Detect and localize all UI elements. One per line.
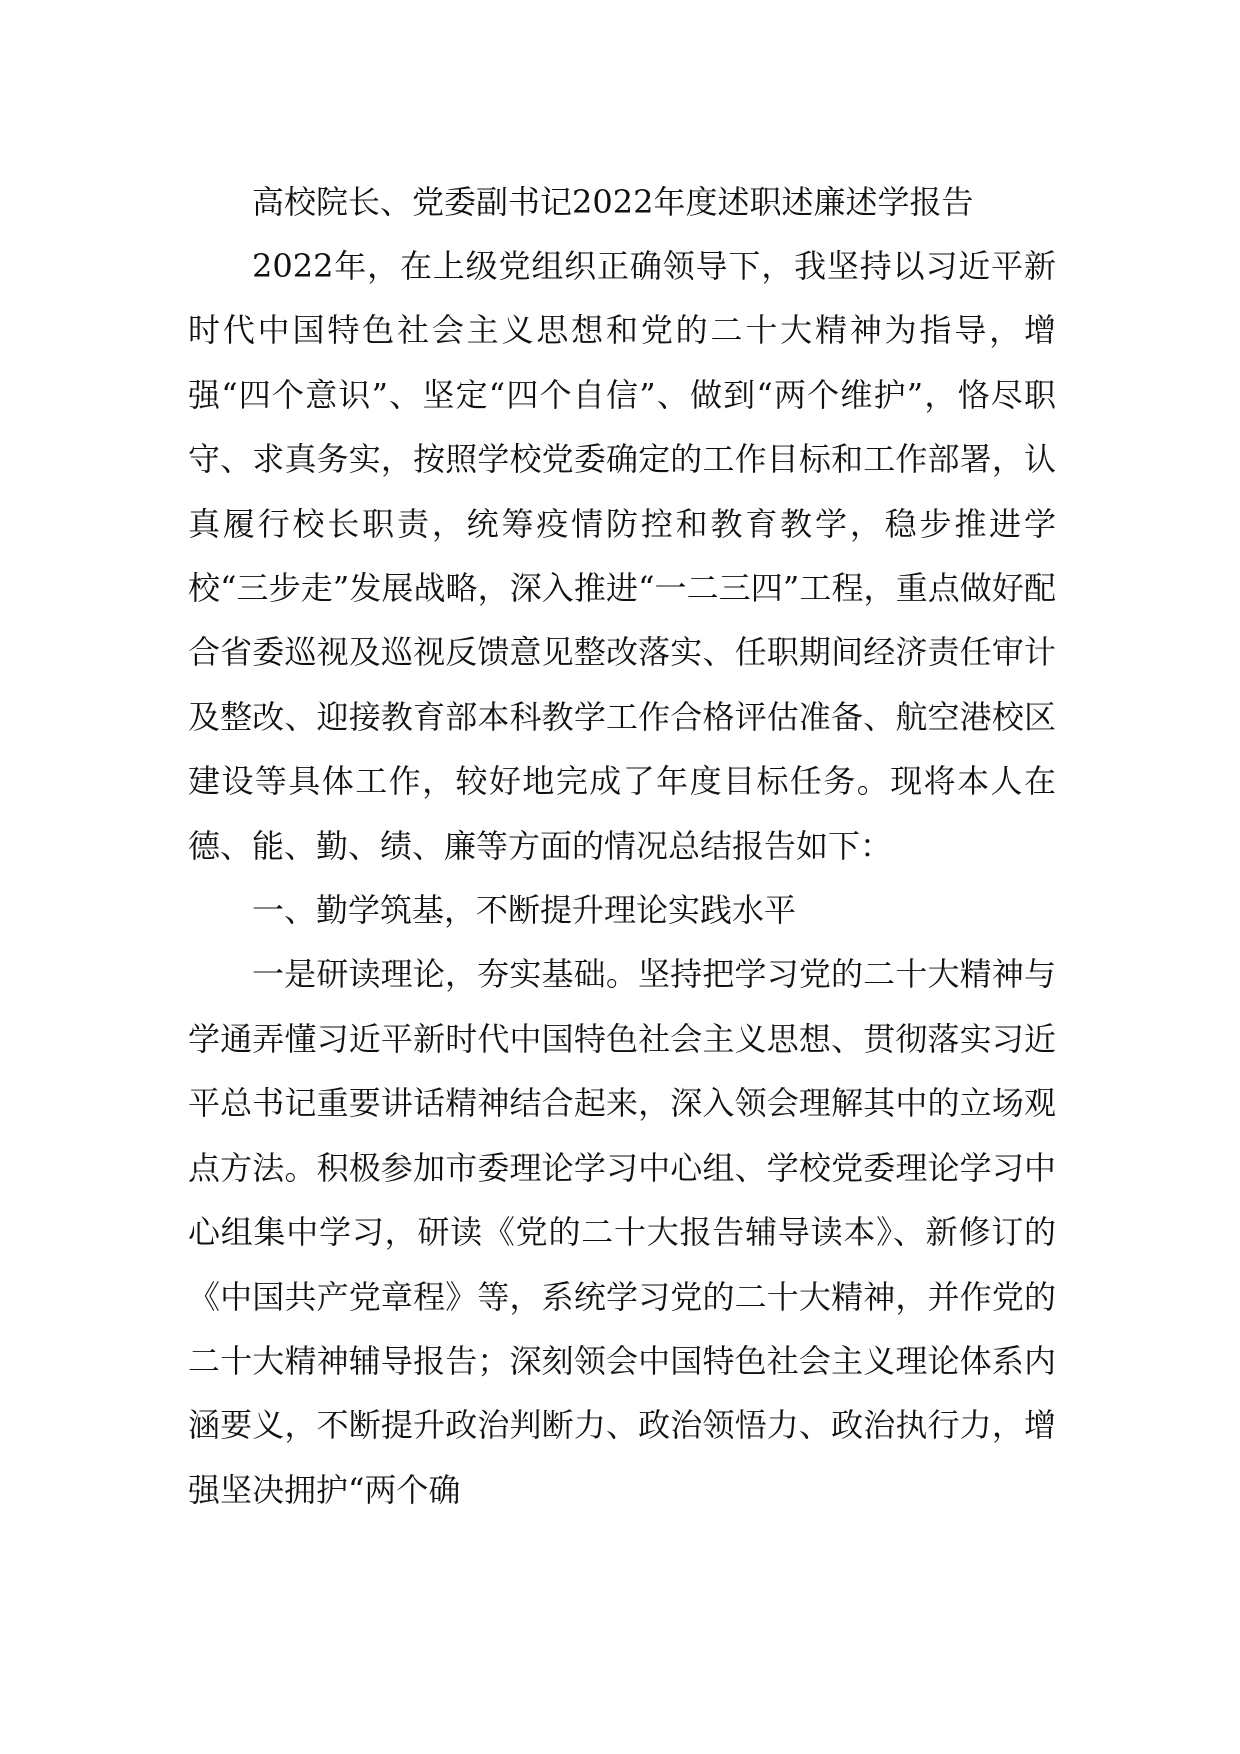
section-paragraph: 一是研读理论，夯实基础。坚持把学习党的二十大精神与学通弄懂习近平新时代中国特色社会主义思想、贯彻落实习近平总书记重要讲话精神结合起来，深入领会理解其中的立场观点方法。积极参加市委理论学习中心组、学校党委理论学习中心组集中学习，研读《党的二十大报告辅导读本》、新修订的《中国共产党章程》等，系统学习党的二十大精神，并作党的二十大精神辅导报告；深刻领会中国特色社会主义理论体系内涵要义，不断提升政治判断力、政治领悟力、政治执行力，增强坚决拥护“两个确 [188,955,1056,1509]
document-title: 高校院长、党委副书记2022年度述职述廉述学报告 [252,183,974,221]
intro-paragraph: 2022年，在上级党组织正确领导下，我坚持以习近平新时代中国特色社会主义思想和党的二十大精神为指导，增强“四个意识”、坚定“四个自信”、做到“两个维护”，恪尽职守、求真务实，按照学校党委确定的工作目标和工作部署，认真履行校长职责，统筹疫情防控和教育教学，稳步推进学校“三步走”发展战略，深入推进“一二三四”工程，重点做好配合省委巡视及巡视反馈意见整改落实、任职期间经济责任审计及整改、迎接教育部本科教学工作合格评估准备、航空港校区建设等具体工作，较好地完成了年度目标任务。现将本人在德、能、勤、绩、廉等方面的情况总结报告如下： [188,247,1056,865]
document-body [188,170,1056,1522]
section-heading: 一、勤学筑基，不断提升理论实践水平 [252,891,797,930]
